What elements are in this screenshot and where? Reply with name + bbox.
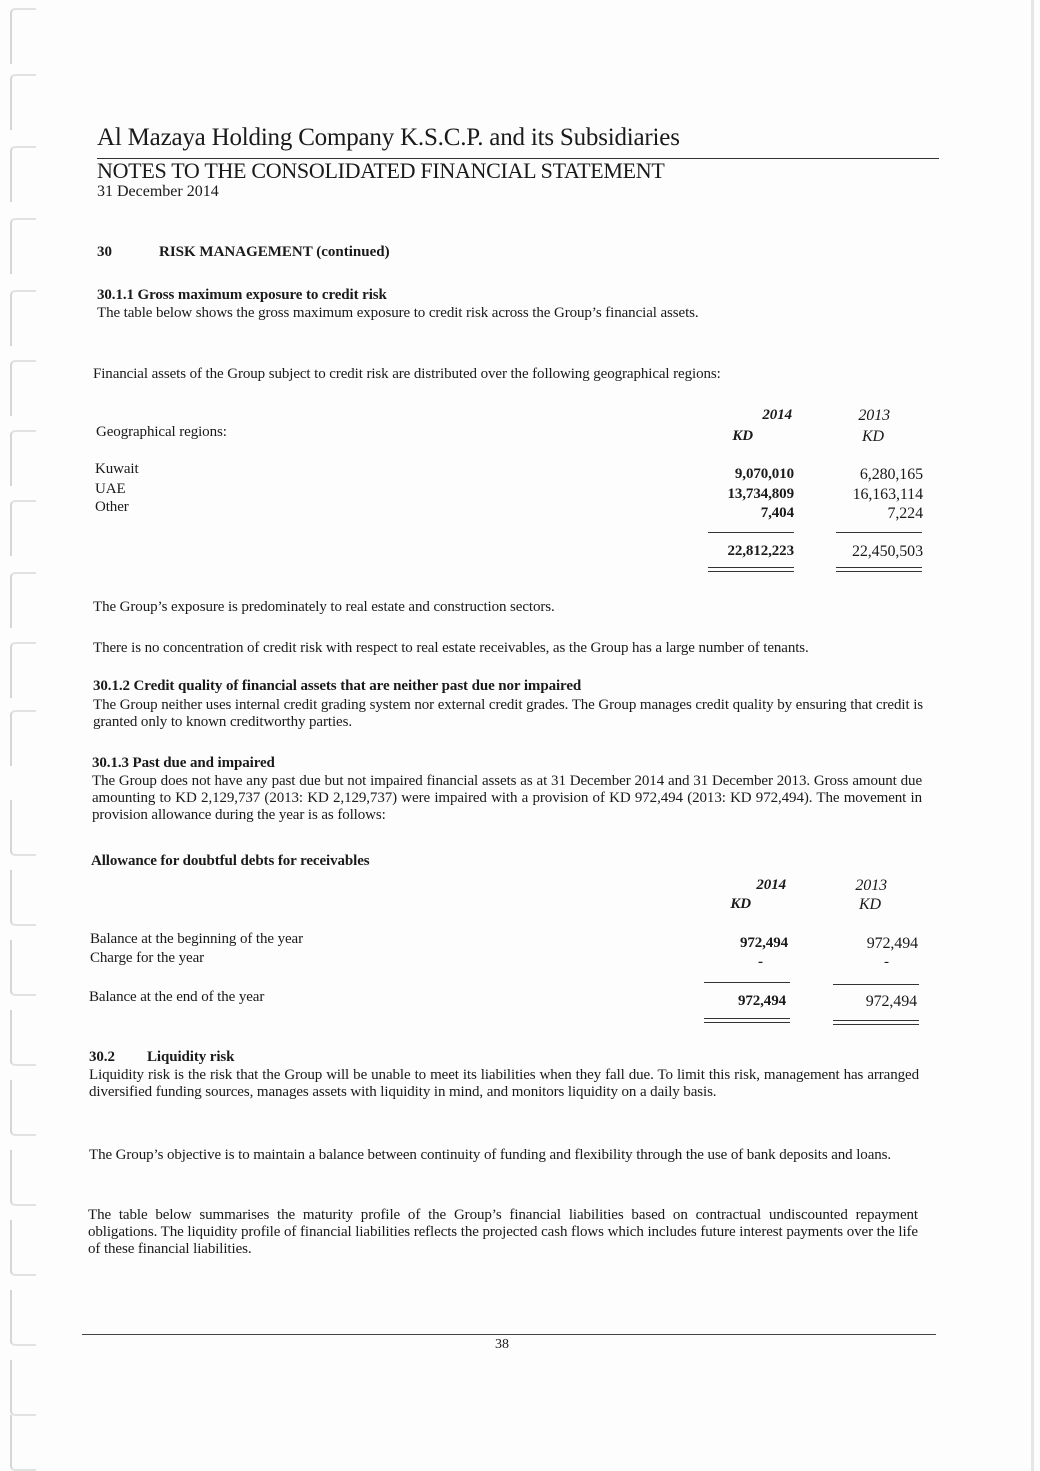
allow-end-label: Balance at the end of the year bbox=[89, 989, 265, 1005]
subsection-3011-text: The table below shows the gross maximum exposure to credit risk across the Group’s financial assets. bbox=[97, 305, 699, 321]
geo-row-2013: 7,224 bbox=[887, 505, 923, 522]
allow-end-2013: 972,494 bbox=[865, 993, 917, 1010]
geo-unit-2013: KD bbox=[861, 428, 884, 445]
allow-row-label: Charge for the year bbox=[90, 950, 205, 966]
allow-double-rule-2014 bbox=[704, 1018, 790, 1023]
geo-row-2013: 6,280,165 bbox=[859, 466, 923, 483]
company-name: Al Mazaya Holding Company K.S.C.P. and its Subsidiaries bbox=[97, 124, 680, 151]
subsection-302-heading bbox=[89, 1049, 234, 1066]
section-title: RISK MANAGEMENT (continued) bbox=[159, 244, 390, 260]
subsection-3013-heading: 30.1.3 Past due and impaired bbox=[92, 755, 275, 771]
allow-double-rule-2013 bbox=[833, 1020, 919, 1025]
section-number: 30 bbox=[97, 244, 112, 260]
allow-unit-2013: KD bbox=[858, 896, 881, 913]
geo-row-2014: 13,734,809 bbox=[727, 486, 794, 502]
footer-rule bbox=[82, 1334, 936, 1335]
geo-col-2014: 2014 bbox=[762, 407, 792, 423]
geo-unit-2014: KD bbox=[732, 428, 753, 444]
allow-row-2013: 972,494 bbox=[866, 935, 918, 952]
subsection-3013-text: The Group does not have any past due but not impaired financial assets as at 31 December 2014 and 31 December 2013. Gross amount due amounting to KD 2,129,737 (2013: KD 2,129,737) were impaired with a provision of KD 972,494 (2013: KD 972,494). The movement in provision allowance during the year is as follows: bbox=[92, 773, 922, 823]
allowance-title: Allowance for doubtful debts for receivables bbox=[91, 853, 370, 869]
section-heading bbox=[97, 244, 390, 261]
notes-title: NOTES TO THE CONSOLIDATED FINANCIAL STATEMENT bbox=[97, 158, 665, 183]
allow-row-label: Balance at the beginning of the year bbox=[90, 931, 303, 947]
allow-col-2013: 2013 bbox=[855, 877, 887, 894]
geo-row-2013: 16,163,114 bbox=[852, 486, 923, 503]
liquidity-paragraph-1: Liquidity risk is the risk that the Group will be unable to meet its liabilities when they fall due. To limit this risk, management has arranged diversified funding sources, manages assets with liquidity in mind, and monitors liquidity on a daily basis. bbox=[89, 1067, 919, 1100]
geo-row-label: Kuwait bbox=[95, 461, 139, 477]
geo-label: Geographical regions: bbox=[96, 424, 227, 440]
page-number: 38 bbox=[495, 1337, 509, 1352]
liquidity-paragraph-2: The Group’s objective is to maintain a balance between continuity of funding and flexibility through the use of bank deposits and loans. bbox=[89, 1147, 892, 1163]
geo-row-label: Other bbox=[95, 499, 129, 515]
liquidity-paragraph-3: The table below summarises the maturity profile of the Group’s financial liabilities based on contractual undiscounted repayment obligations. The liquidity profile of financial liabilities reflects the projected cash flows which includes future interest payments over the life of these financial liabilities. bbox=[88, 1207, 918, 1257]
geo-intro-text: Financial assets of the Group subject to credit risk are distributed over the following geographical regions: bbox=[93, 366, 721, 382]
allow-row-2014: 972,494 bbox=[739, 935, 788, 951]
total-double-rule-2014 bbox=[708, 567, 794, 572]
concentration-text: There is no concentration of credit risk with respect to real estate receivables, as the Group has a large number of tenants. bbox=[93, 640, 809, 656]
geo-row-2014: 9,070,010 bbox=[734, 466, 794, 482]
allow-subtotal-rule-2013 bbox=[833, 984, 919, 985]
allow-end-2014: 972,494 bbox=[737, 993, 786, 1009]
subsection-302-number: 30.2 bbox=[89, 1049, 115, 1065]
subsection-3012-text: The Group neither uses internal credit grading system nor external credit grades. The Group manages credit quality by ensuring that credit is granted only to known creditworthy parties. bbox=[93, 697, 923, 730]
page-edge bbox=[1031, 0, 1034, 1471]
geo-total-2014: 22,812,223 bbox=[727, 543, 794, 559]
allow-row-2014: - bbox=[758, 954, 763, 970]
allow-row-2013: - bbox=[884, 954, 889, 970]
allow-subtotal-rule-2014 bbox=[704, 982, 790, 983]
statement-date: 31 December 2014 bbox=[97, 183, 219, 200]
subsection-302-title: Liquidity risk bbox=[147, 1049, 235, 1065]
subtotal-rule-2014 bbox=[708, 532, 794, 533]
geo-total-2013: 22,450,503 bbox=[851, 543, 923, 560]
allow-unit-2014: KD bbox=[730, 896, 751, 912]
geo-col-2013: 2013 bbox=[858, 407, 890, 424]
subsection-3011-heading: 30.1.1 Gross maximum exposure to credit risk bbox=[97, 287, 387, 303]
allow-col-2014: 2014 bbox=[756, 877, 786, 893]
geo-row-label: UAE bbox=[95, 481, 126, 497]
geo-row-2014: 7,404 bbox=[760, 505, 794, 521]
exposure-text: The Group’s exposure is predominately to real estate and construction sectors. bbox=[93, 599, 555, 615]
total-double-rule-2013 bbox=[836, 567, 922, 572]
subtotal-rule-2013 bbox=[836, 532, 922, 533]
subsection-3012-heading: 30.1.2 Credit quality of financial assets that are neither past due nor impaired bbox=[93, 678, 582, 694]
